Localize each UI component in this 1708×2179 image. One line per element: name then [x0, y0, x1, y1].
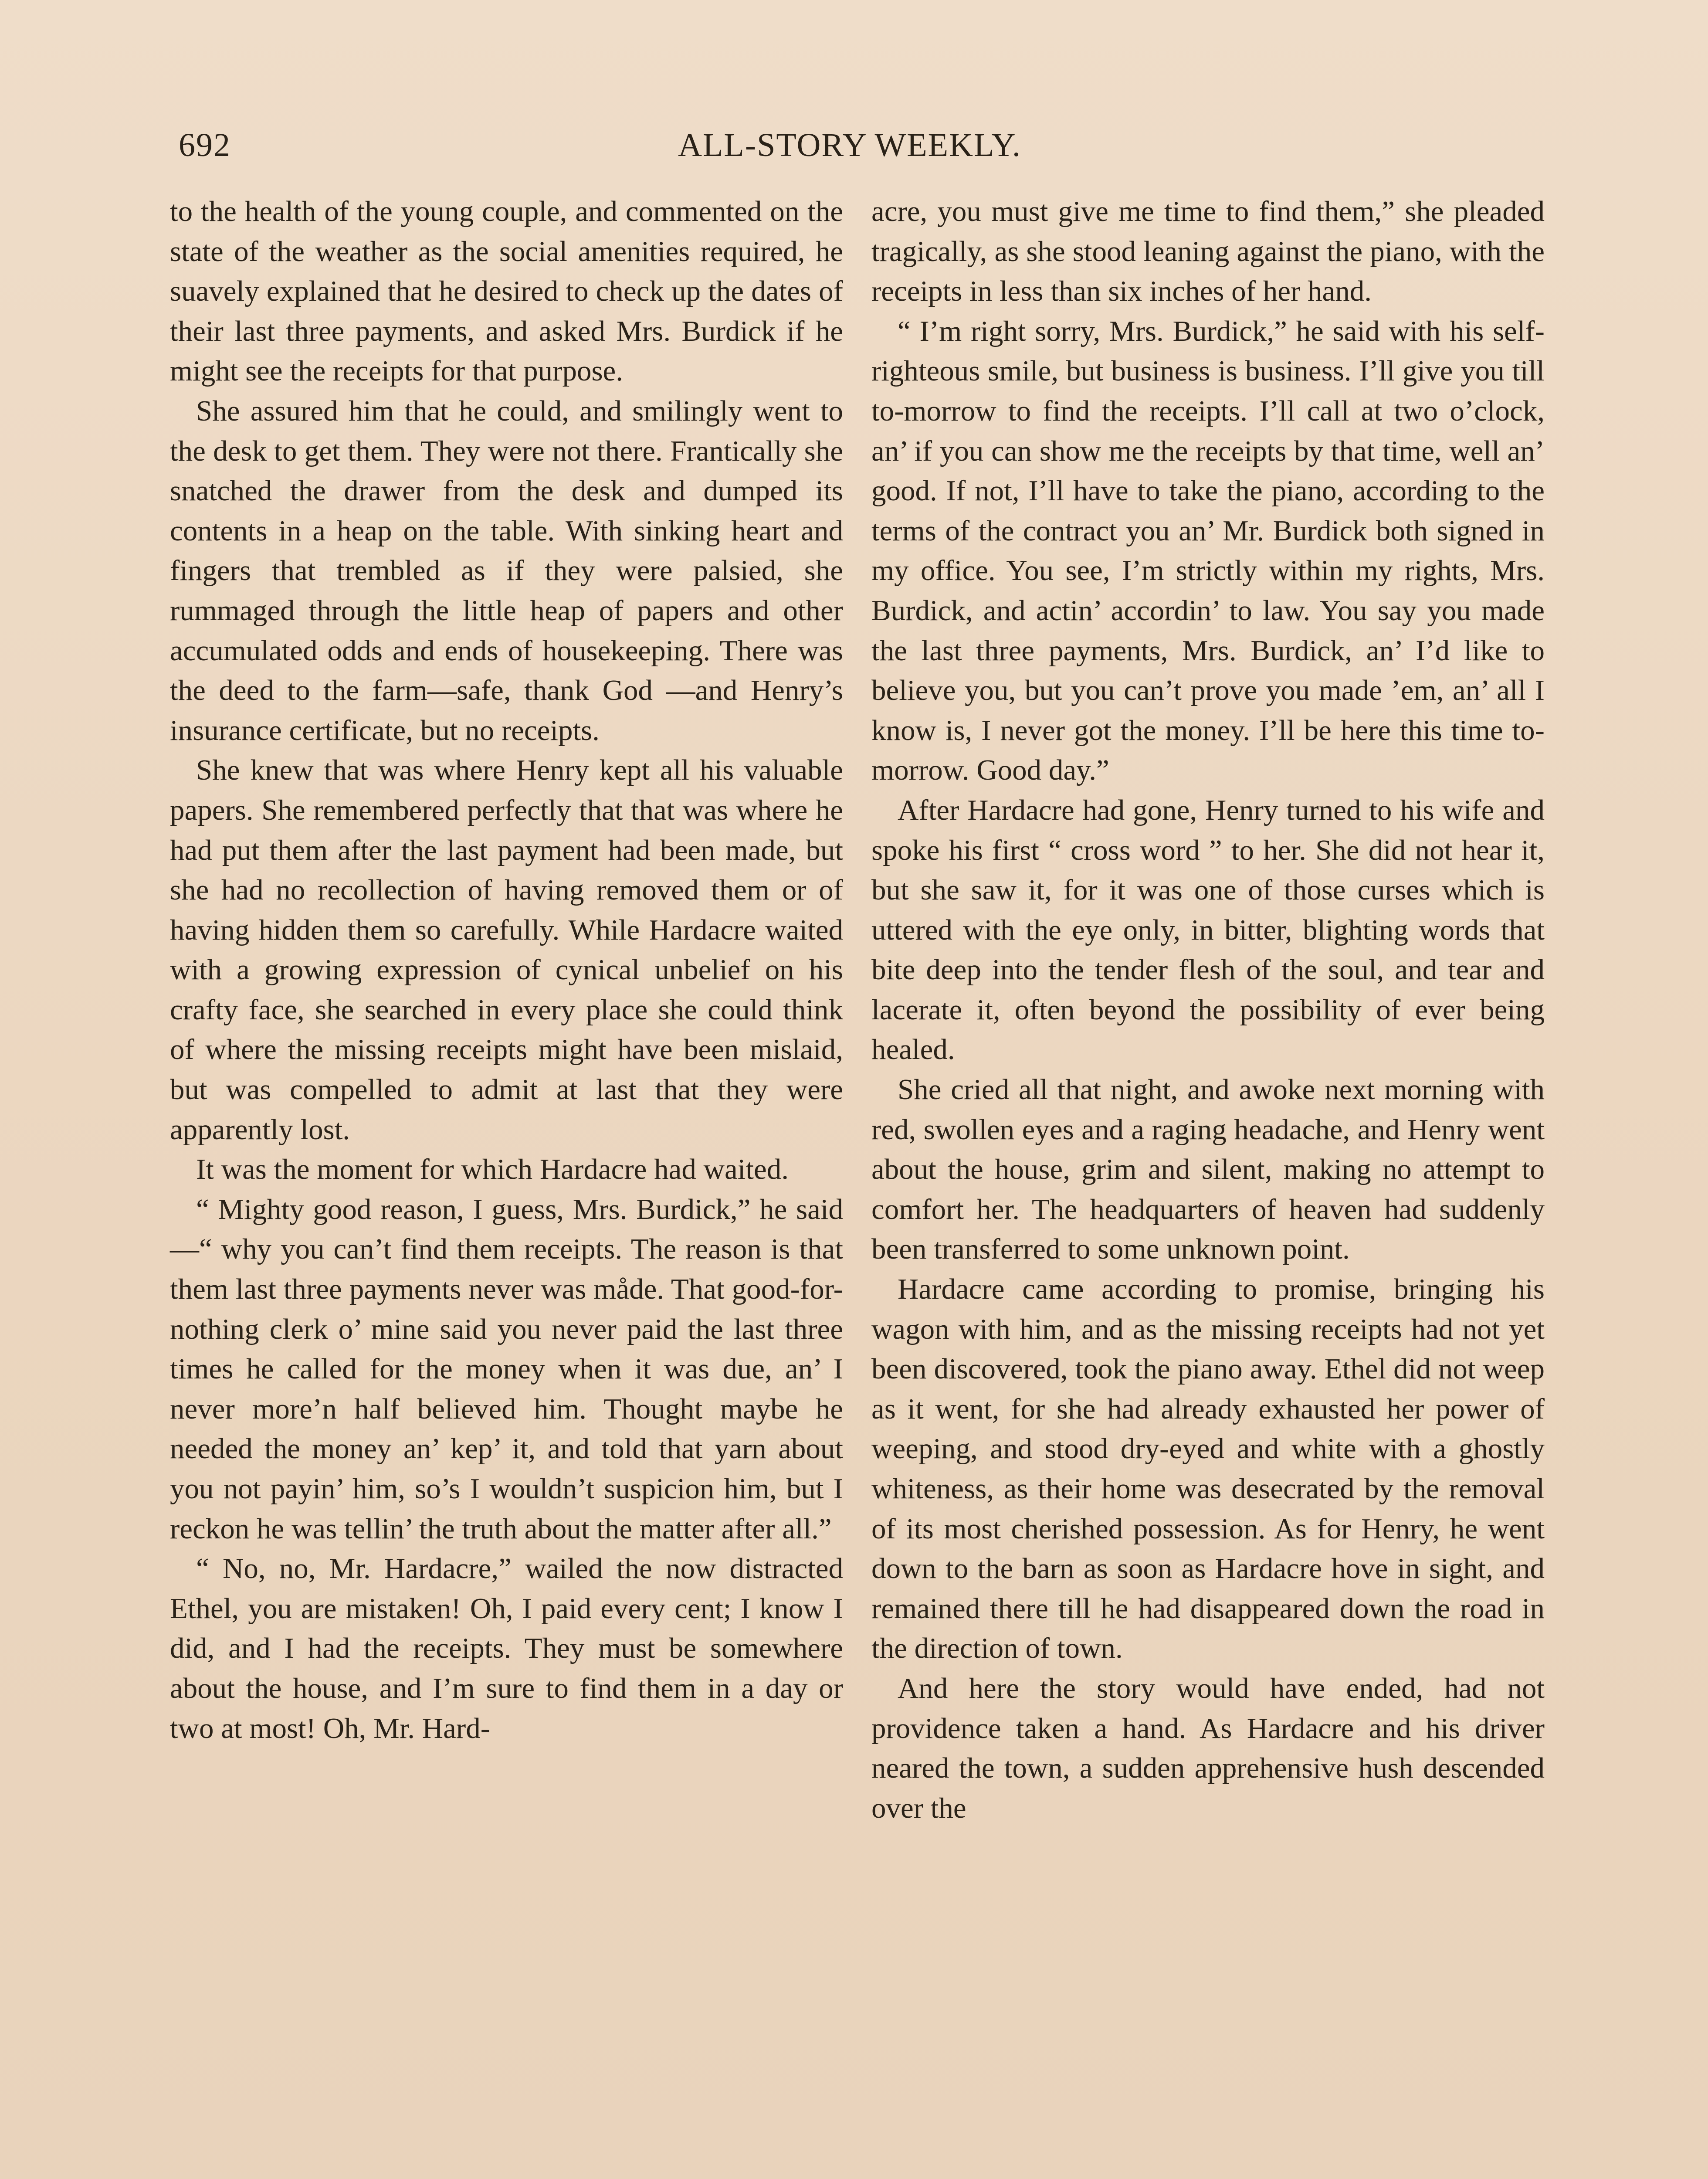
- page-header: [174, 126, 1525, 174]
- paragraph: And here the story would have ended, had not providence taken a hand. As Hardacre and his driver neared the town, a sudden apprehensive hush descended over the: [871, 1672, 1545, 1824]
- paragraph: She assured him that he could, and smilingly went to the desk to get them. They were not there. Frantically she snatched the drawer from the desk and dumped its contents in a heap on the table. With sinking heart and fingers that trembled as if they were palsied, she rummaged through the little heap of papers and other accumulated odds and ends of housekeeping. There was the deed to the farm—safe, thank God —and Henry’s insurance certificate, but no receipts.: [170, 394, 843, 747]
- paragraph: acre, you must give me time to find them,” she pleaded tragically, as she stood leaning against the piano, with the receipts in less than six inches of her hand.: [871, 195, 1545, 308]
- paragraph: She knew that was where Henry kept all his valuable papers. She remembered perfectly that that was where he had put them after the last payment had been made, but she had no recollection of having removed them or of having hidden them so carefully. While Hardacre waited with a growing expression of cynical unbelief on his crafty face, she searched in every place she could think of where the missing receipts might have been mislaid, but was compelled to admit at last that they were apparently lost.: [170, 754, 843, 1146]
- paragraph: After Hardacre had gone, Henry turned to his wife and spoke his first “ cross word ” to her. She did not hear it, but she saw it, for it was one of those curses which is uttered with the eye only, in bitter, blighting words that bite deep into the tender flesh of the soul, and tear and lacerate it, often beyond the possibility of ever being healed.: [871, 794, 1545, 1066]
- left-column: [170, 192, 843, 2179]
- paragraph: “ Mighty good reason, I guess, Mrs. Burdick,” he said—“ why you can’t find them receipts. The reason is that them last three payments never was måde. That good-for-nothing clerk o’ mine said you never paid the last three times he called for the money when it was due, an’ I never more’n half believed him. Thought maybe he needed the money an’ kep’ it, and told that yarn about you not payin’ him, so’s I wouldn’t suspicion him, but I reckon he was tellin’ the truth about the matter after all.”: [170, 1193, 843, 1545]
- paragraph: “ No, no, Mr. Hardacre,” wailed the now distracted Ethel, you are mistaken! Oh, I paid every cent; I know I did, and I had the receipts. They must be somewhere about the house, and I’m sure to find them in a day or two at most! Oh, Mr. Hard-: [170, 1552, 843, 1745]
- paragraph: Hardacre came according to promise, bringing his wagon with him, and as the missing receipts had not yet been discovered, took the piano away. Ethel did not weep as it went, for she had already exhausted her power of weeping, and stood dry-eyed and white with a ghostly whiteness, as their home was desecrated by the removal of its most cherished possession. As for Henry, he went down to the barn as soon as Hardacre hove in sight, and remained there till he had disappeared down the road in the direction of town.: [871, 1273, 1545, 1665]
- paragraph: to the health of the young couple, and commented on the state of the weather as the social amenities required, he suavely explained that he desired to check up the dates of their last three payments, and asked Mrs. Burdick if he might see the receipts for that purpose.: [170, 195, 843, 387]
- page-number: 692: [179, 127, 231, 163]
- paragraph: It was the moment for which Hardacre had waited.: [196, 1153, 789, 1186]
- right-column: [871, 192, 1545, 2179]
- paragraph: She cried all that night, and awoke next morning with red, swollen eyes and a raging headache, and Henry went about the house, grim and silent, making no attempt to comfort her. The headquarters of heaven had suddenly been transferred to some unknown point.: [871, 1073, 1545, 1266]
- running-title: ALL-STORY WEEKLY.: [678, 127, 1021, 163]
- paragraph: “ I’m right sorry, Mrs. Burdick,” he said with his self-righteous smile, but business is business. I’ll give you till to-morrow to find the receipts. I’ll call at two o’clock, an’ if you can show me the receipts by that time, well an’ good. If not, I’ll have to take the piano, according to the terms of the contract you an’ Mr. Burdick both signed in my office. You see, I’m strictly within my rights, Mrs. Burdick, and actin’ accordin’ to law. You say you made the last three payments, Mrs. Burdick, an’ I’d like to believe you, but you can’t prove you made ’em, an’ all I know is, I never got the money. I’ll be here this time to-morrow. Good day.”: [871, 315, 1545, 787]
